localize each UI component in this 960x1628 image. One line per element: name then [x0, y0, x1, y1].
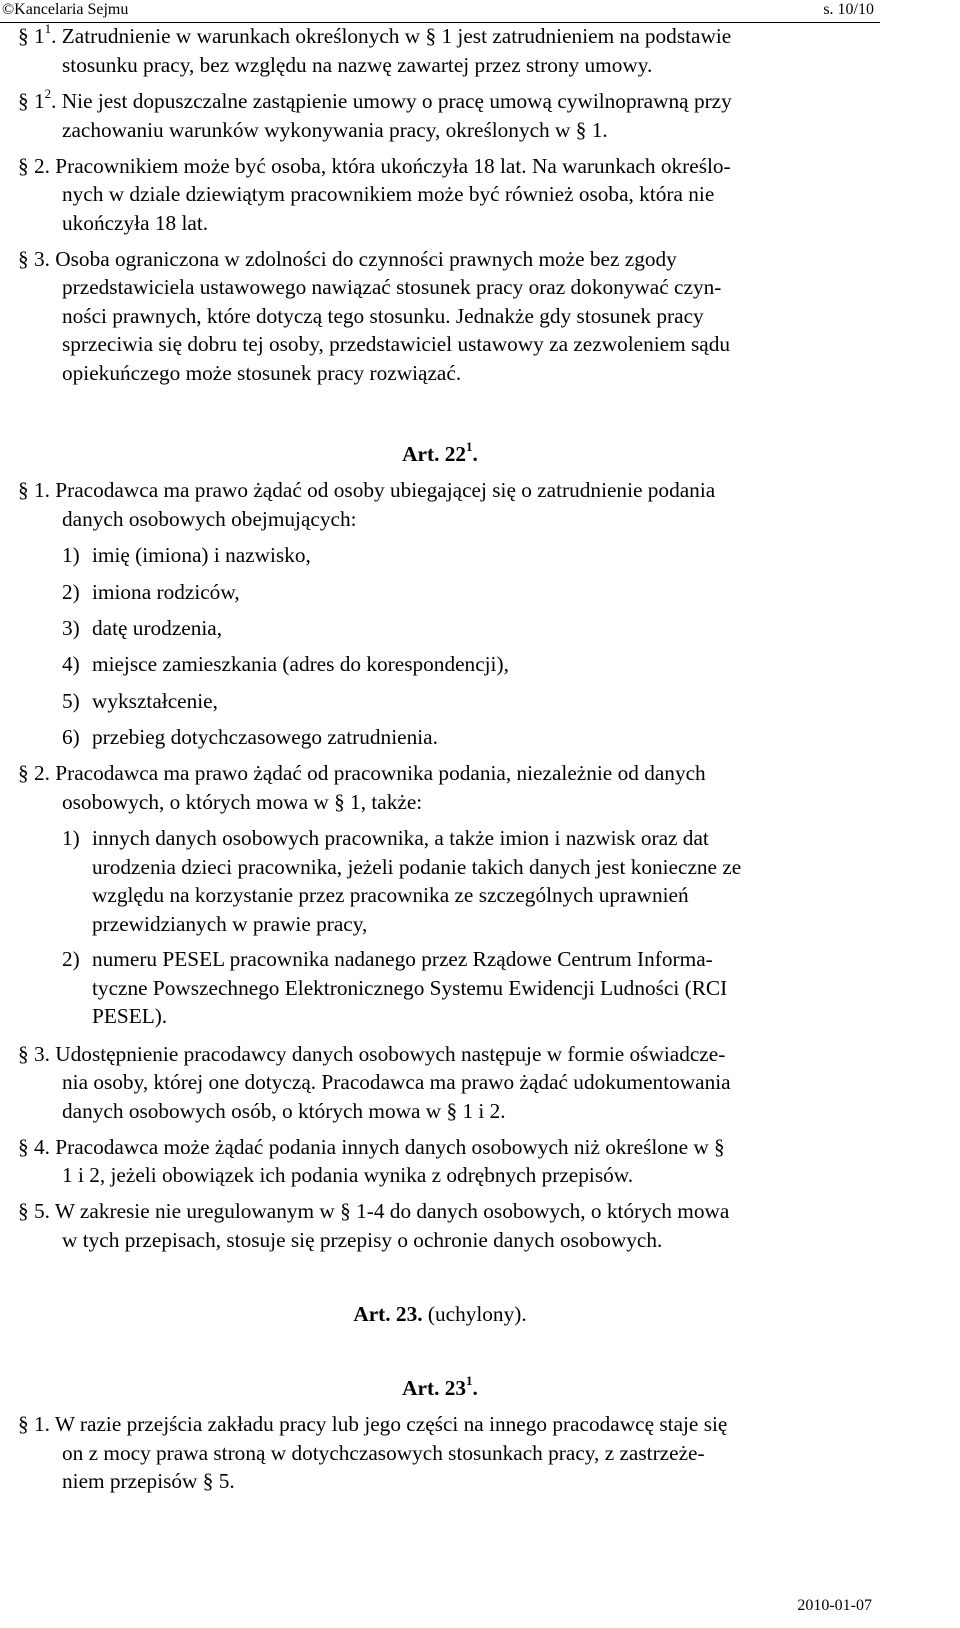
art22-1-paragraph-1-line-2: danych osobowych obejmujących: [62, 507, 357, 531]
header-copyright: ©Kancelaria Sejmu [2, 1, 129, 18]
paragraph-3-line-1: § 3. Osoba ograniczona w zdolności do czynności prawnych może bez zgody [18, 247, 677, 271]
paragraph-2-line-1: § 2. Pracownikiem może być osoba, która ukończyła 18 lat. Na warunkach określo- [18, 154, 731, 178]
art22-1-paragraph-4-line-2: 1 i 2, jeżeli obowiązek ich podania wynika z odrębnych przepisów. [62, 1163, 634, 1187]
header-page-number: s. 10/10 [823, 1, 874, 18]
art22-1-paragraph-5-line-2: w tych przepisach, stosuje się przepisy o ochronie danych osobowych. [62, 1228, 663, 1252]
art22-1-paragraph-2: § 2. Pracodawca ma prawo żądać od pracownika podania, niezależnie od danych [18, 761, 706, 785]
paragraph-2-line-2: nych w dziale dziewiątym pracownikiem może być również osoba, która nie [62, 182, 715, 206]
paragraph-3-line-3: ności prawnych, które dotyczą tego stosunku. Jednakże gdy stosunek pracy [62, 304, 704, 328]
paragraph-2-line-3: ukończyła 18 lat. [62, 211, 209, 235]
footer-date: 2010-01-07 [797, 1597, 872, 1614]
art22-1-paragraph-3: § 3. Udostępnienie pracodawcy danych osobowych następuje w formie oświadcze- [18, 1042, 726, 1066]
paragraph-1-2: § $1^2$. Nie jest dopuszczalne zastąpienie umowy o pracę umową cywilnoprawną przy [18, 85, 732, 113]
art23-1-paragraph-1-line-3: niem przepisów § 5. [62, 1469, 235, 1493]
article-23-1-heading: Art. $23^1$. [402, 1372, 478, 1400]
art22-1-paragraph-2-line-2: osobowych, o których mowa w § 1, także: [62, 790, 423, 814]
art22-1-paragraph-1: § 1. Pracodawca ma prawo żądać od osoby ubiegającej się o zatrudnienie podania [18, 478, 716, 502]
art22-1-paragraph-3-line-3: danych osobowych osób, o których mowa w § 1 i 2. [62, 1099, 506, 1123]
page-header [0, 0, 880, 23]
art22-1-paragraph-4: § 4. Pracodawca może żądać podania innych danych osobowych niż określone w § [18, 1135, 725, 1159]
paragraph-3-line-2: przedstawiciela ustawowego nawiązać stosunek pracy oraz dokonywać czyn- [62, 275, 722, 299]
art23-1-paragraph-1: § 1. W razie przejścia zakładu pracy lub jego części na innego pracodawcę staje się [18, 1412, 728, 1436]
article-23-heading: Art. 23. (uchylony). [353, 1302, 527, 1326]
paragraph-1-1-line: stosunku pracy, bez względu na nazwę zawartej przez strony umowy. [62, 53, 653, 77]
article-22-1-heading: Art. $22^1$. [402, 438, 478, 466]
art23-1-paragraph-1-line-2: on z mocy prawa stroną w dotychczasowych stosunkach pracy, z zastrzeże- [62, 1441, 705, 1465]
paragraph-3-line-5: opiekuńczego może stosunek pracy rozwiązać. [62, 361, 462, 385]
paragraph-1-1: § $1^1$. Zatrudnienie w warunkach określonych w § 1 jest zatrudnieniem na podstawie [18, 20, 732, 48]
art22-1-paragraph-5: § 5. W zakresie nie uregulowanym w § 1-4 do danych osobowych, o których mowa [18, 1199, 730, 1223]
art22-1-paragraph-3-line-2: nia osoby, której one dotyczą. Pracodawca ma prawo żądać udokumentowania [62, 1070, 731, 1094]
paragraph-3-line-4: sprzeciwia się dobru tej osoby, przedstawiciel ustawowy za zezwoleniem sądu [62, 332, 731, 356]
paragraph-1-2-line: zachowaniu warunków wykonywania pracy, określonych w § 1. [62, 118, 608, 142]
